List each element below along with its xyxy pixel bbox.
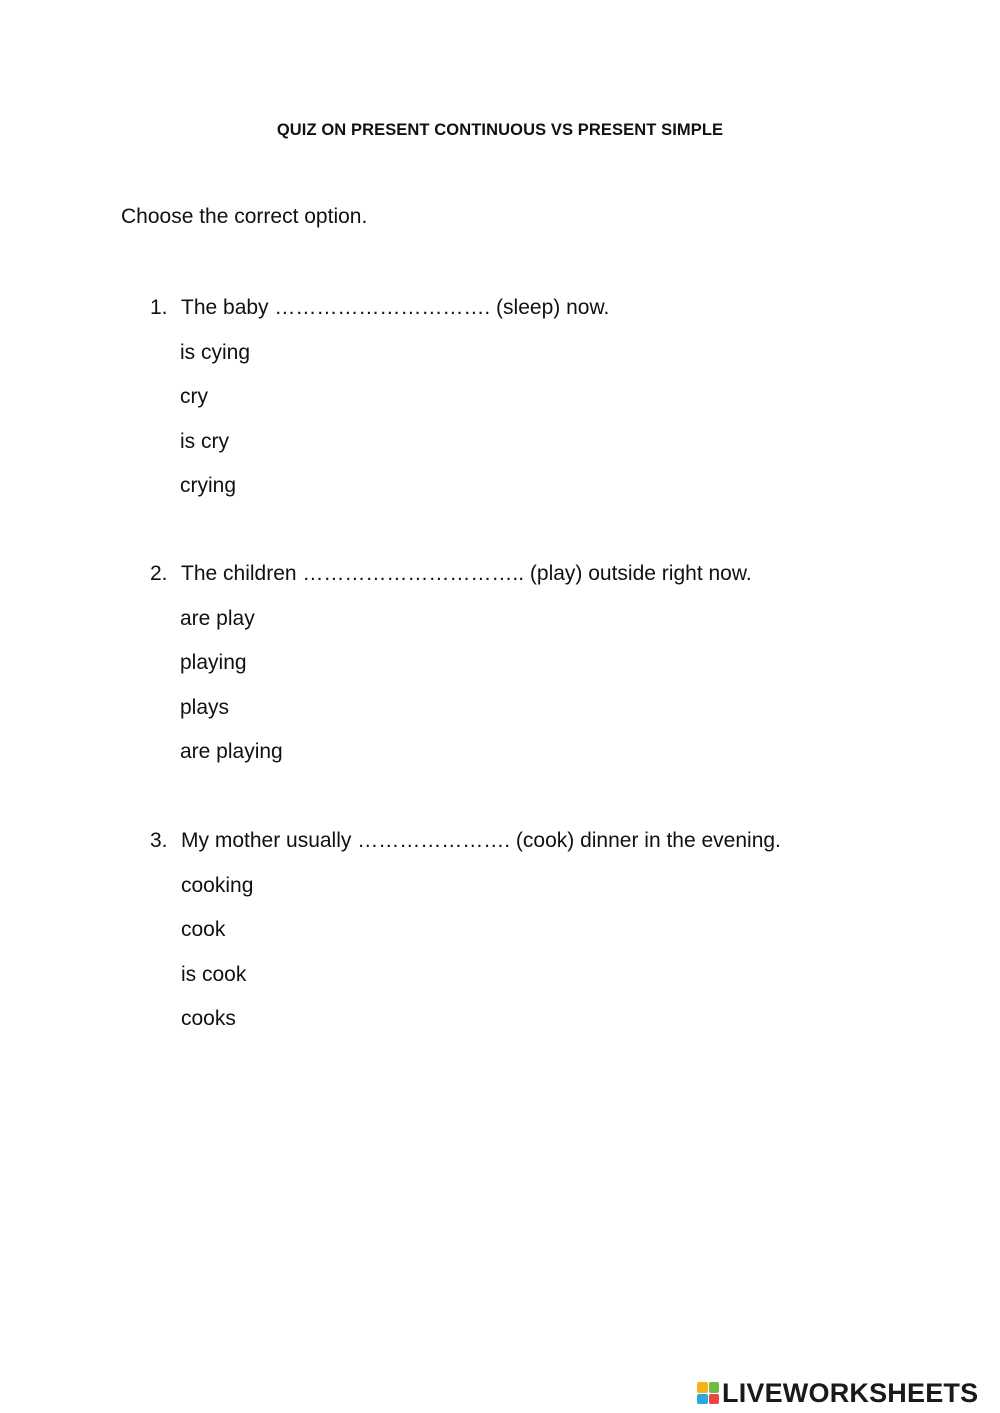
question-prompt [150, 826, 950, 856]
options-list [150, 338, 950, 516]
answer-option[interactable]: is cry [180, 429, 229, 453]
options-list [150, 604, 950, 782]
question-number: 3. [150, 829, 168, 852]
question-prompt [150, 293, 950, 323]
answer-option[interactable]: cry [180, 385, 208, 408]
question-text: The children ………………………….. (play) outside right now. [181, 562, 752, 585]
instruction-text: Choose the correct option. [121, 205, 368, 228]
answer-option[interactable]: cooks [181, 1007, 236, 1030]
liveworksheets-logo-icon [697, 1382, 719, 1404]
answer-option[interactable]: playing [180, 651, 247, 674]
question-text: The baby …………………………. (sleep) now. [181, 296, 610, 319]
logo-square [709, 1382, 720, 1393]
liveworksheets-watermark [697, 1376, 978, 1410]
question-3 [150, 826, 950, 1049]
logo-square [709, 1394, 720, 1405]
question-2 [150, 559, 950, 782]
answer-option[interactable]: are playing [180, 740, 283, 763]
question-text: My mother usually …………………. (cook) dinner in the evening. [181, 829, 781, 852]
question-number: 1. [150, 296, 168, 319]
question-1 [150, 293, 950, 516]
answer-option[interactable]: cooking [181, 873, 254, 897]
question-prompt [150, 559, 950, 589]
question-number: 2. [150, 562, 168, 585]
watermark-text: LIVEWORKSHEETS [722, 1377, 979, 1408]
answer-option[interactable]: plays [180, 695, 230, 719]
page-title: QUIZ ON PRESENT CONTINUOUS VS PRESENT SIMPLE [276, 121, 724, 139]
answer-option[interactable]: is cying [180, 340, 251, 364]
logo-square [697, 1394, 708, 1405]
logo-square [697, 1382, 708, 1393]
answer-option[interactable]: is cook [181, 962, 247, 986]
answer-option[interactable]: are play [180, 606, 255, 630]
answer-option[interactable]: cook [181, 918, 226, 941]
answer-option[interactable]: crying [180, 474, 237, 497]
options-list [150, 871, 950, 1049]
